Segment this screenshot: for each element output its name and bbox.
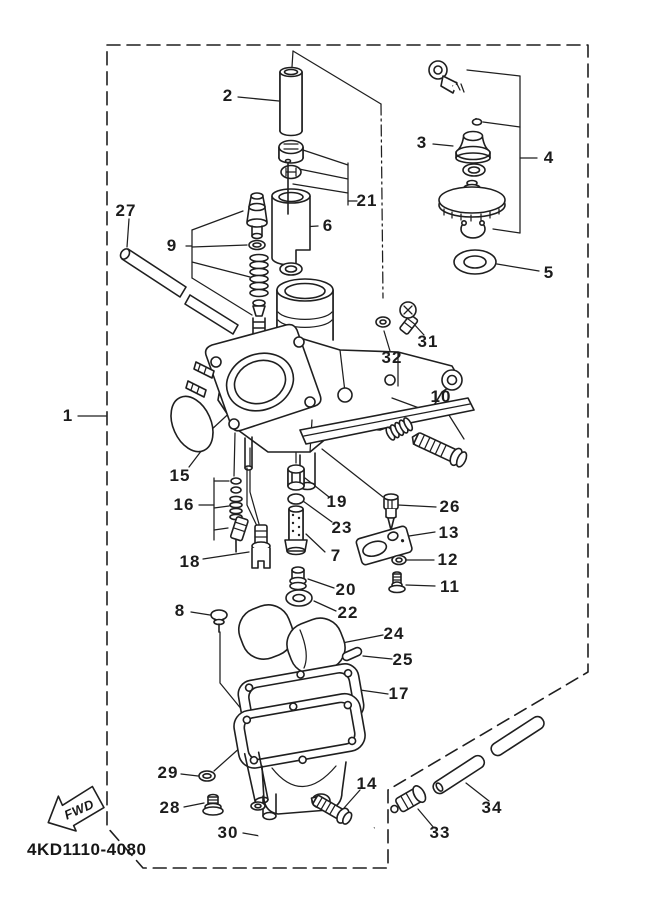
part-label-18: 18	[179, 552, 201, 571]
part-5-washer	[454, 250, 496, 274]
part-label-25: 25	[392, 650, 414, 669]
part-label-9: 9	[166, 236, 178, 255]
part-label-1: 1	[62, 406, 74, 425]
part-label-7: 7	[330, 546, 342, 565]
part-3-cap	[456, 132, 490, 164]
part-label-26: 26	[439, 497, 461, 516]
part-label-14: 14	[356, 774, 378, 793]
part-label-5: 5	[543, 263, 555, 282]
part-starter-washer	[463, 164, 485, 176]
part-12-washer	[392, 556, 406, 565]
part-32-washer	[376, 317, 390, 327]
part-label-11: 11	[440, 577, 460, 596]
part-label-32: 32	[381, 348, 403, 367]
part-label-30: 30	[217, 823, 239, 842]
part-label-4: 4	[543, 148, 555, 167]
part-float-bowl	[231, 691, 373, 819]
part-23-o-ring	[288, 494, 304, 504]
part-label-22: 22	[337, 603, 359, 622]
part-label-23: 23	[331, 518, 353, 537]
part-label-3: 3	[416, 133, 428, 152]
part-22-grommet	[286, 590, 312, 606]
part-19-jet-holder	[288, 465, 304, 490]
part-valve-o-ring	[280, 263, 302, 275]
part-label-34: 34	[481, 798, 503, 817]
part-15-gasket	[163, 390, 221, 458]
part-throttle-adjuster	[279, 141, 303, 164]
fwd-arrow	[40, 781, 108, 840]
part-starter-knob	[439, 181, 505, 222]
part-8-screw	[211, 610, 227, 632]
part-label-29: 29	[157, 763, 179, 782]
part-label-12: 12	[437, 550, 459, 569]
part-7-main-jet	[285, 506, 307, 555]
part-label-17: 17	[388, 684, 410, 703]
part-label-13: 13	[438, 523, 460, 542]
part-label-27: 27	[115, 201, 137, 220]
part-27-rod	[119, 247, 238, 334]
part-label-8: 8	[174, 601, 186, 620]
fwd-arrow-label: FWD	[61, 796, 97, 823]
part-label-15: 15	[169, 466, 191, 485]
part-label-10: 10	[430, 387, 452, 406]
part-label-33: 33	[429, 823, 451, 842]
part-carburetor-body	[186, 279, 474, 490]
part-16-pilot-screw-set	[227, 478, 249, 552]
part-label-19: 19	[326, 492, 348, 511]
part-label-2: 2	[222, 86, 234, 105]
catalog-code: 4KD1110-4080	[27, 840, 147, 859]
part-20-valve-seat	[290, 567, 306, 590]
part-11-screw	[389, 572, 405, 593]
part-label-20: 20	[335, 580, 357, 599]
part-label-31: 31	[417, 332, 439, 351]
part-label-24: 24	[383, 624, 405, 643]
part-10-screw-set	[384, 417, 469, 470]
part-starter-clip	[461, 221, 485, 238]
part-29-washer	[199, 771, 215, 781]
part-label-16: 16	[173, 495, 195, 514]
part-2-mixing-chamber-top	[280, 68, 302, 136]
part-label-21: 21	[356, 191, 378, 210]
part-28-screw	[203, 795, 223, 816]
part-label-28: 28	[159, 798, 181, 817]
part-label-6: 6	[322, 216, 334, 235]
part-spring-seat-washer	[281, 166, 301, 179]
part-31-screw	[399, 302, 418, 335]
